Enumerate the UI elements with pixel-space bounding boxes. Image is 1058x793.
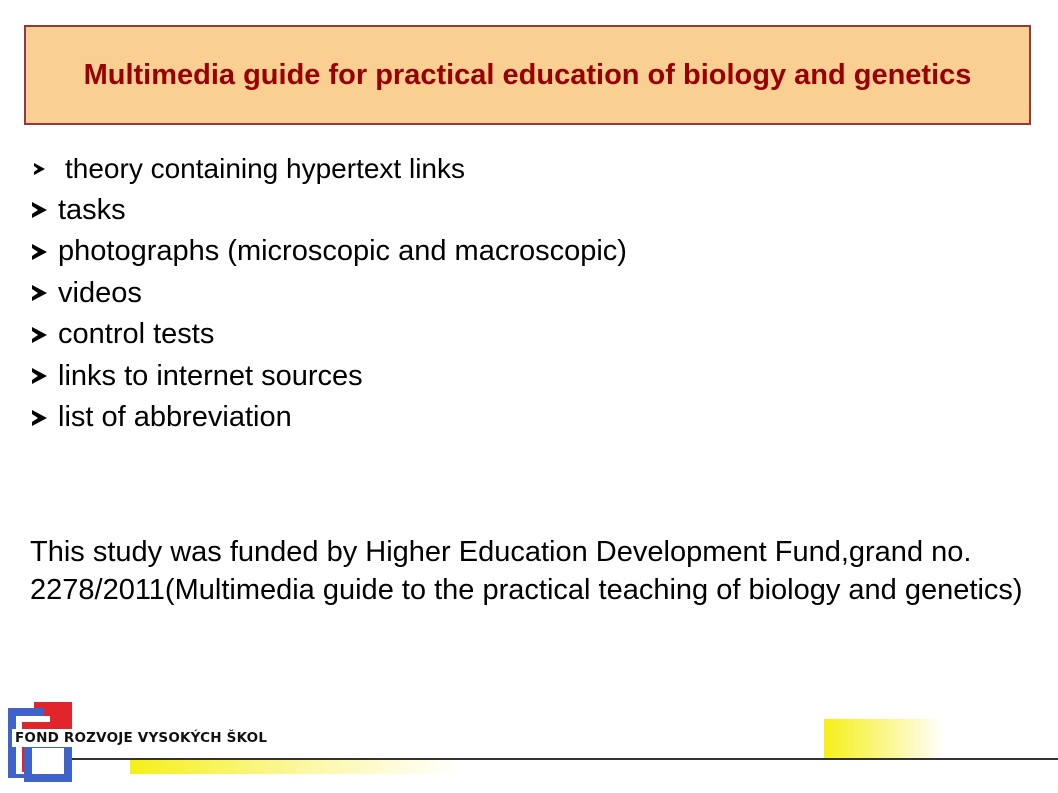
feature-list — [30, 148, 627, 439]
list-item-label: videos — [58, 276, 142, 309]
arrow-bullet-icon — [34, 163, 45, 175]
list-item-label: tasks — [58, 193, 126, 226]
list-item-label: photographs (microscopic and macroscopic) — [58, 235, 627, 268]
logo-white-core — [32, 748, 64, 774]
title-banner — [24, 25, 1031, 125]
list-item — [30, 231, 627, 273]
page-title: Multimedia guide for practical education of biology and genetics — [83, 58, 972, 91]
list-item-label: links to internet sources — [58, 359, 363, 392]
footer-accent-band — [130, 760, 460, 774]
list-item — [30, 273, 627, 315]
arrow-bullet-icon — [32, 368, 47, 384]
arrow-bullet-icon — [32, 285, 47, 301]
list-item — [30, 356, 627, 398]
arrow-bullet-icon — [32, 410, 47, 426]
arrow-bullet-icon — [32, 202, 47, 218]
logo-text: FOND ROZVOJE VYSOKÝCH ŠKOL — [12, 729, 270, 747]
arrow-bullet-icon — [32, 244, 47, 260]
list-item — [30, 190, 627, 232]
footer-accent-block — [824, 719, 944, 758]
list-item — [30, 148, 627, 190]
arrow-bullet-icon — [32, 327, 47, 343]
list-item-label: theory containing hypertext links — [65, 152, 465, 184]
list-item — [30, 397, 627, 439]
list-item — [30, 314, 627, 356]
list-item-label: list of abbreviation — [58, 401, 292, 434]
funding-statement: This study was funded by Higher Education Development Fund,grand no. 2278/2011(Multimedia guide to the practical teaching of biology and genetics) — [30, 536, 1023, 606]
list-item-label: control tests — [58, 318, 215, 351]
